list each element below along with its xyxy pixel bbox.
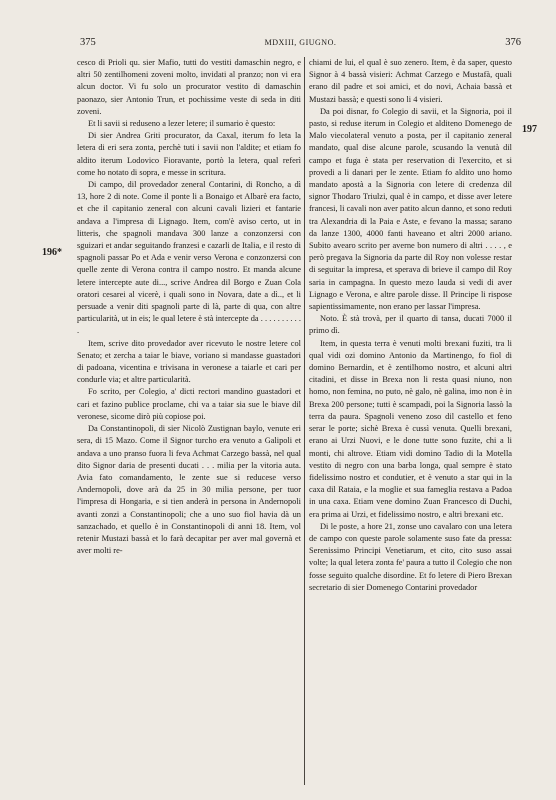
paragraph: Da poi disnar, fo Colegio di savii, et la Signoria, poi il pasto, si reduse iterum in Colegio et alditeno Domenego de Malo viecolateral venuto a posta, per il capitanio zeneral mandato, qual dise alcune parole, scusando la venutà dil campo et fuga è stata per reservation di l'exercito, et si provedi a li danari per le zente. Etiam fo aldito uno homo mandato apostà a la Signoria con letere di credenza dil signor Thodaro Triulzi, qual è in campo, et disse aver letere francesi, li cavali non aver patito alcun danno, et sono reduti tra Alexandria di la Paia e Aste, e fevano la massa; sarano da lanze 1300, 4000 fanti haveano et altri 2000 ariano. Subito avearo scrito per averne bon numero di altri . . . . , e però pregava la Signoria da parte dil Roy non volesse restar di seguitar la impresa, et sperava di brieve il campo dil Roy saria in campagna. In questo mezo lauda si vedi di aver Lignago e Verona, e altre parole disse. Il Principe li rispose sapientissimamente, non erano per lassar l'impresa. [309,106,512,312]
running-head-date: MDXIII, GIUGNO. [264,38,337,47]
paragraph: Et li savii si reduseno a lezer letere; il sumario è questo: [88,119,276,129]
paragraph: Item, in questa terra è venuti molti brexani fuziti, tra li qual vidi ozi domino Antonio da Martinengo, fo fiol di domino Bernardin, et è zentilhomo nostro, et alcuni altri citadini, et disse in Brexa non li resta quasi niuno, non homo, non femina, no puto, nè galo, nè galina, imo non è in Brexa 200 persone; tutti è scampadi, poi la Signoria lassò la terra da paura. Spagnoli veneno zoso dil castello et feno serar le porte; sichè Brexa è cussì venuta. Quelli brexani, erano ai Urzi Nuovi, e le done tutte sono fuzite, chi a li monti, chi altrove. Etiam vidi domino Tadio di la Motella vestito di negro con una barba longa, qual sempre è stato fidelissimo nostro et condutier, et è venuto a star qui in la caxa dil Rataia, e la moglie et sua fameglia restava a Padoa in una caxa. Etiam vene domino Zuan Francesco di Duchi, era prima ai Urzi, et fidelissimo nostro, e altri brexani etc. [309,338,512,519]
paragraph: Fo scrito, per Colegio, a' dicti rectori mandino guastadori et cari et fazino publice proclame, chi va a taiar sia sue le biave dil veronese, sicome dirò più copiose poi. [77,387,301,421]
paragraph: Di le poste, a hore 21, zonse uno cavalaro con una letera de campo con queste parole solamente suso fate da pressa: Serenissimo Principi Venetiarum, et cito, cito suso assai volte; la qual letera zonta fe' paura a tutto il Colegio che non fosse seguito qualche disordine. Et fo letere di Piero Brexan secretario di sier Domenego Contarini provedador [309,521,512,592]
running-header [80,35,521,51]
margin-note-right: 197 [522,124,537,135]
left-column [77,57,301,557]
paragraph: Di sier Andrea Griti procurator, da Caxal, iterum fo leta la letera di eri sera zonta, perchè tuti i savii non l'aldite; et etiam fo aldito iterum Lodovico Fioravante, portò la letera, qual referì come ho notato di sopra, e messe in scritura. [77,131,301,177]
paragraph: chiami de lui, el qual è suo zenero. Item, è da saper, questo Signor à 4 bassà visieri: Achmat Carzego e Mustafà, quali erano dil padre et soi amici, et do novi, Achaia bassà et Mustazi bassà; e questi sono li 4 visieri. [309,58,512,104]
page-number-left: 375 [80,37,96,48]
paragraph: Item, scrive dito provedador aver ricevuto le nostre letere col Senato; et zercha a taiar le biave, voriano si mandasse guastadori di padoana, vicentina e trivisana in veronese a taiarle et cari per condurle via; et altre particularità. [77,338,301,385]
column-divider [304,57,305,785]
right-column [309,57,512,594]
paragraph: cesco di Prioli qu. sier Mafio, tutti do vestiti damaschin negro, e altri 50 zentilhomeni zoveni molto, invidati al pranzo; non vi era alcun doctor. Vi fu solo un procurator vestito di damaschin paonazo, sier Antonio Trun, et pochissime veste di seda in diti zoveni. [77,58,301,116]
paragraph: Da Constantinopoli, di sier Nicolò Zustignan baylo, venute eri sera, di 15 Mazo. Come il Signor turcho era venuto a Galipoli et andava a uno pranso fuora li feva Achmat Carzego bassà, nel qual dito Signor daria de presenti ducati . . . milia per la vitoria auta. Avia fato comandamento, le zente sue si reducese verso Andernopoli, dove arà da 25 in 30 milia persone, per tuor l'impresa di Hongaria, e si tien anderà in persona in Andernopoli avanti zonzi a Constantinopoli; che a uno suo fiol havia dà un sanzachado, et quello è in Constantinopoli di anni 18. Item, vol retenir Mustazi bassà et lo farà decapitar per aver mal governà et aver molti re- [77,424,301,556]
page-number-right: 376 [505,37,521,48]
paragraph: Di campo, dil provedador zeneral Contarini, di Roncho, a dì 13, hore 2 di note. Come il ponte li a Bonaigo et Albarè era facto, et che il capitanio zeneral con alcuni cavali lizieri et fantarie andava a l'impresa di Lignago. Item, com'è aviso certo, ut in litteris, che spagnoli mandava 300 lanze a conzonzersi con sguizari et andar seguitando franzesi e cazarli de Italia, e il resto di spagnoli passar Po et Ada e venir verso Verona e conzonzersi con quelle zente di Verona contra il campo nostro. Et manda alcune letere intercepte aute di..., scrive Andrea dil Borgo e Zuan Cola oratori cesarei al vicerè, i quali sono in Novara, date a dì.., et li persuade a venir diti spagnoli parte di là, parte di qua, con altre particularità, ut in eis; le qual letere è stà intercepte da . . . . . . . . . . . [77,180,301,336]
paragraph: Noto. È stà trovà, per il quarto di tansa, ducati 7000 il primo dì. [309,314,512,336]
margin-note-left: 196* [42,247,62,258]
